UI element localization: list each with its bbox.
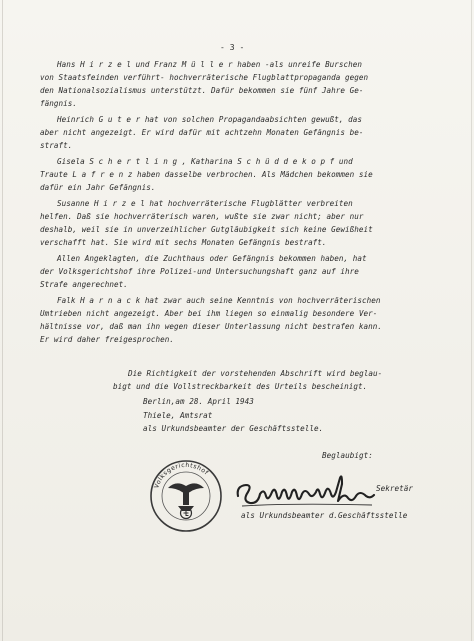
certification-line: Die Richtigkeit der vorstehenden Abschrift wird beglau-: [128, 369, 383, 378]
text-line: deshalb, weil sie in unverzeihlicher Gutgläubigkeit sich keine Gewißheit: [40, 225, 373, 234]
text-line: Susanne H i r z e l hat hochverräterische Flugblätter verbreiten: [57, 199, 353, 208]
text-line: fängnis.: [40, 99, 77, 108]
handwritten-signature: [232, 474, 380, 512]
text-line: helfen. Daß sie hochverräterisch waren, wußte sie zwar nicht; aber nur: [40, 212, 364, 221]
text-line: verschafft hat. Sie wird mit sechs Monaten Gefängnis bestraft.: [40, 238, 327, 247]
attestation-office: als Urkundsbeamter d.Geschäftsstelle: [241, 511, 408, 520]
text-line: den Nationalsozialismus unterstützt. Dafür bekommen sie fünf Jahre Ge-: [40, 86, 364, 95]
scan-artifact: [2, 0, 3, 641]
scan-artifact: [471, 0, 472, 641]
text-line: hältnisse vor, daß man ihn wegen dieser Unterlassung nicht bestrafen kann.: [40, 322, 383, 331]
certification-date: Berlin,am 28. April 1943: [143, 397, 254, 406]
certification-line: bigt und die Vollstreckbarkeit des Urteils bescheinigt.: [113, 382, 368, 391]
certification-role: als Urkundsbeamter der Geschäftsstelle.: [143, 424, 324, 433]
text-line: straft.: [40, 141, 73, 150]
text-line: Umtrieben nicht angezeigt. Aber bei ihm liegen so einmalig besondere Ver-: [40, 309, 378, 318]
text-line: Falk H a r n a c k hat zwar auch seine Kenntnis von hochverräterischen: [57, 296, 381, 305]
official-seal: [148, 458, 224, 534]
text-line: Hans H i r z e l und Franz M ü l l e r haben -als unreife Burschen: [57, 60, 363, 69]
text-line: dafür ein Jahr Gefängnis.: [40, 183, 156, 192]
text-line: Strafe angerechnet.: [40, 280, 128, 289]
attestation-role: Sekretär: [376, 484, 413, 493]
text-line: Gisela S c h e r t l i n g , Katharina S c h ü d d e k o p f und: [57, 157, 353, 166]
attestation-label: Beglaubigt:: [322, 451, 373, 460]
text-line: aber nicht angezeigt. Er wird dafür mit achtzehn Monaten Gefängnis be-: [40, 128, 364, 137]
text-line: der Volksgerichtshof ihre Polizei-und Untersuchungshaft ganz auf ihre: [40, 267, 359, 276]
text-line: Traute L a f r e n z haben dasselbe verbrochen. Als Mädchen bekommen sie: [40, 170, 373, 179]
certification-name: Thiele, Amtsrat: [143, 411, 213, 420]
svg-text:Volksgerichtshof: Volksgerichtshof: [153, 461, 210, 490]
text-line: Allen Angeklagten, die Zuchthaus oder Gefängnis bekommen haben, hat: [57, 254, 367, 263]
text-line: Er wird daher freigesprochen.: [40, 335, 175, 344]
page-number: - 3 -: [220, 43, 245, 52]
text-line: Heinrich G u t e r hat von solchen Propagandaabsichten gewußt, das: [57, 115, 363, 124]
text-line: von Staatsfeinden verführt- hochverräterische Flugblattpropaganda gegen: [40, 73, 369, 82]
